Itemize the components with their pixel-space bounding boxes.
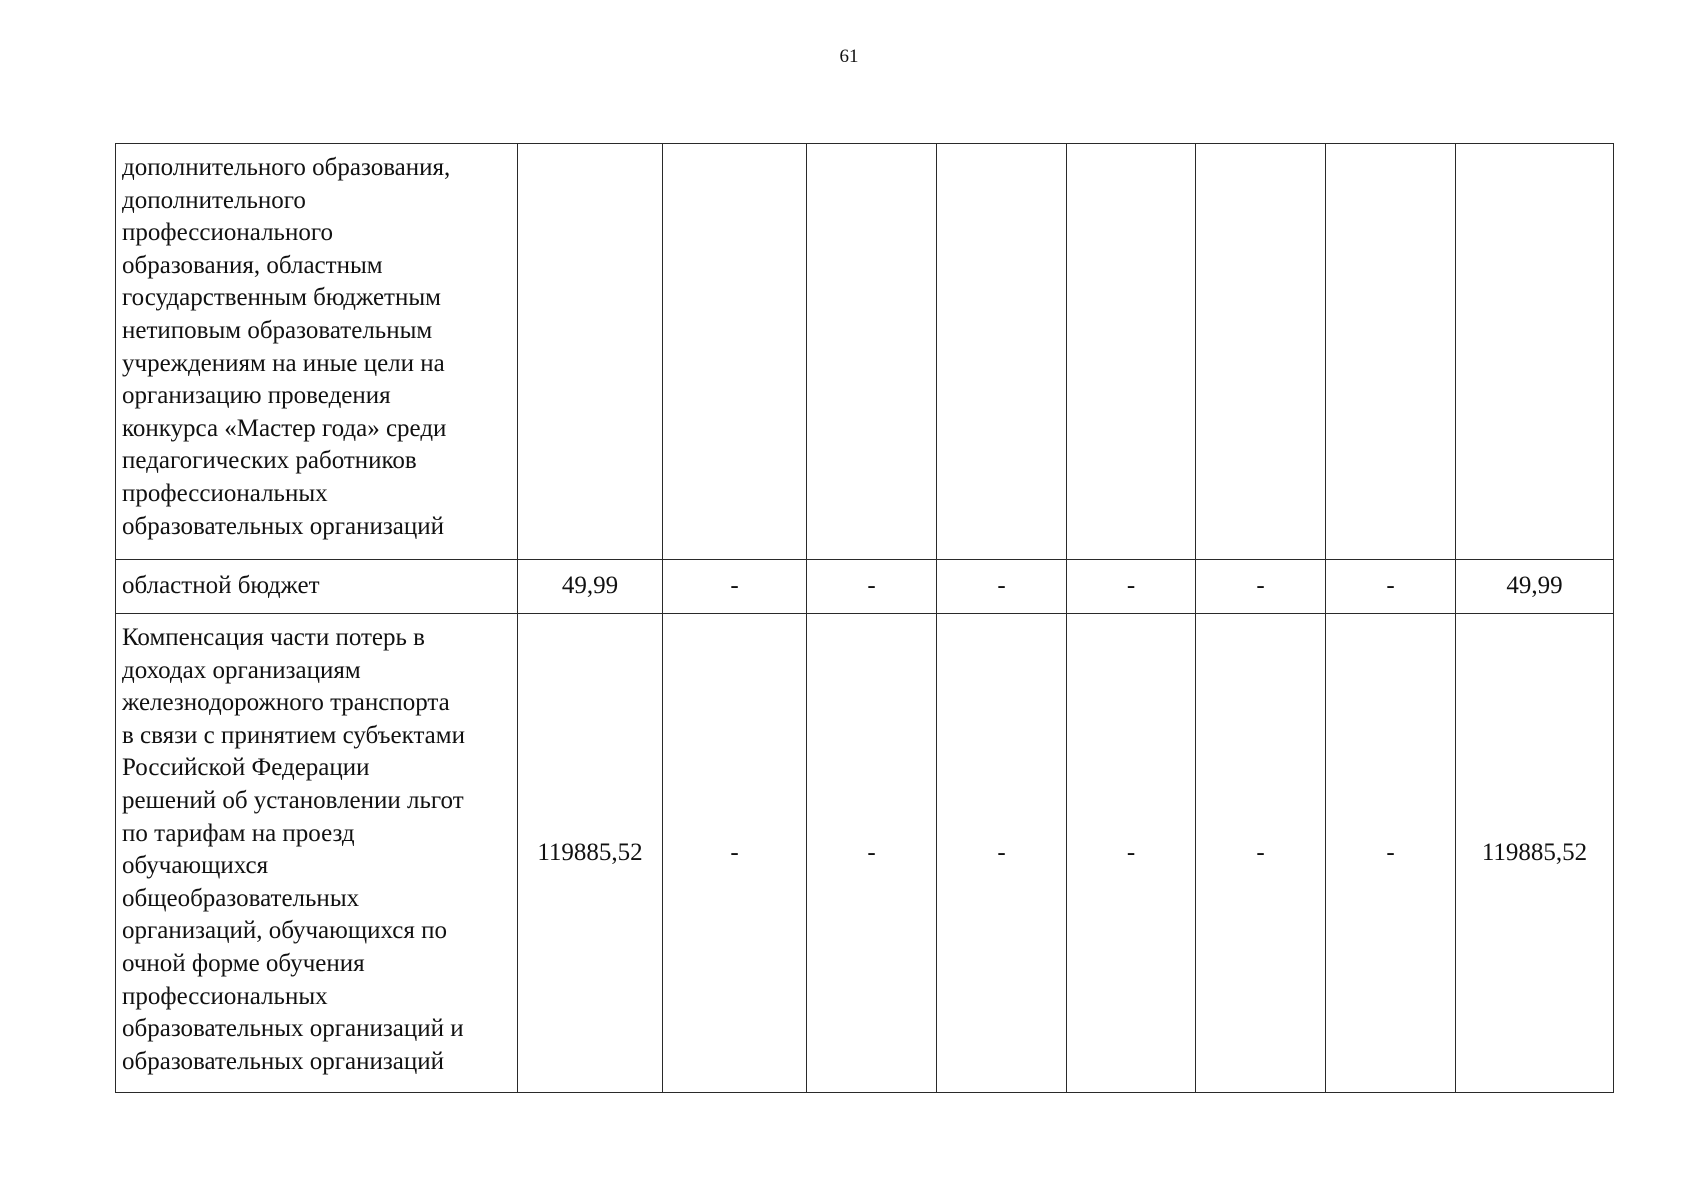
table-row bbox=[116, 144, 1614, 560]
value-cell: - bbox=[663, 614, 807, 1093]
description-line: организацию проведения bbox=[122, 382, 391, 410]
value-cell bbox=[807, 144, 937, 560]
value-cell: - bbox=[1196, 614, 1326, 1093]
row-description bbox=[116, 560, 518, 614]
page-number: 61 bbox=[839, 46, 859, 67]
value-cell: 49,99 bbox=[518, 560, 663, 614]
value-cell: - bbox=[1067, 560, 1196, 614]
value-cell bbox=[1067, 144, 1196, 560]
value-cell bbox=[663, 144, 807, 560]
value-cell bbox=[1326, 144, 1456, 560]
value-cell: - bbox=[937, 560, 1067, 614]
description-line: в связи с принятием субъектами bbox=[122, 721, 465, 749]
description-line: Компенсация части потерь в bbox=[122, 624, 425, 651]
description-line: учреждениям на иные цели на bbox=[122, 349, 445, 377]
description-line: организаций, обучающихся по bbox=[122, 917, 447, 945]
value-cell: - bbox=[1326, 560, 1456, 614]
value-cell: - bbox=[1326, 614, 1456, 1093]
table-row bbox=[116, 560, 1614, 614]
description-line: Российской Федерации bbox=[122, 754, 370, 782]
description-line: нетиповым образовательным bbox=[122, 316, 433, 344]
description-line: обучающихся bbox=[122, 852, 269, 880]
value-cell bbox=[518, 144, 663, 560]
value-cell: - bbox=[663, 560, 807, 614]
value-cell: - bbox=[937, 614, 1067, 1093]
description-line: решений об установлении льгот bbox=[122, 786, 464, 814]
description-line: дополнительного bbox=[122, 186, 306, 214]
description-line: по тарифам на проезд bbox=[122, 819, 355, 847]
value-cell: 49,99 bbox=[1456, 560, 1614, 614]
budget-table bbox=[115, 143, 1614, 1093]
description-line: профессиональных bbox=[122, 982, 328, 1010]
description-line: общеобразовательных bbox=[122, 884, 360, 912]
description-line: областной бюджет bbox=[122, 572, 320, 599]
description-line: образовательных организаций bbox=[122, 512, 445, 540]
description-line: очной форме обучения bbox=[122, 949, 365, 977]
value-cell: - bbox=[1196, 560, 1326, 614]
row-description bbox=[116, 144, 518, 560]
value-cell bbox=[1196, 144, 1326, 560]
value-cell bbox=[937, 144, 1067, 560]
description-line: доходах организациям bbox=[122, 656, 361, 684]
value-cell bbox=[1456, 144, 1614, 560]
description-line: дополнительного образования, bbox=[122, 154, 451, 181]
description-line: образовательных организаций bbox=[122, 1047, 445, 1075]
value-cell: 119885,52 bbox=[518, 614, 663, 1093]
row-description bbox=[116, 614, 518, 1093]
description-line: образовательных организаций и bbox=[122, 1015, 464, 1043]
description-line: образования, областным bbox=[122, 251, 383, 279]
value-cell: - bbox=[807, 614, 937, 1093]
description-line: педагогических работников bbox=[122, 447, 417, 475]
description-line: железнодорожного транспорта bbox=[122, 689, 450, 717]
description-line: профессиональных bbox=[122, 479, 328, 507]
value-cell: - bbox=[1067, 614, 1196, 1093]
table-row bbox=[116, 614, 1614, 1093]
description-line: профессионального bbox=[122, 219, 333, 247]
description-line: государственным бюджетным bbox=[122, 284, 441, 312]
value-cell: 119885,52 bbox=[1456, 614, 1614, 1093]
description-line: конкурса «Мастер года» среди bbox=[122, 414, 447, 442]
value-cell: - bbox=[807, 560, 937, 614]
